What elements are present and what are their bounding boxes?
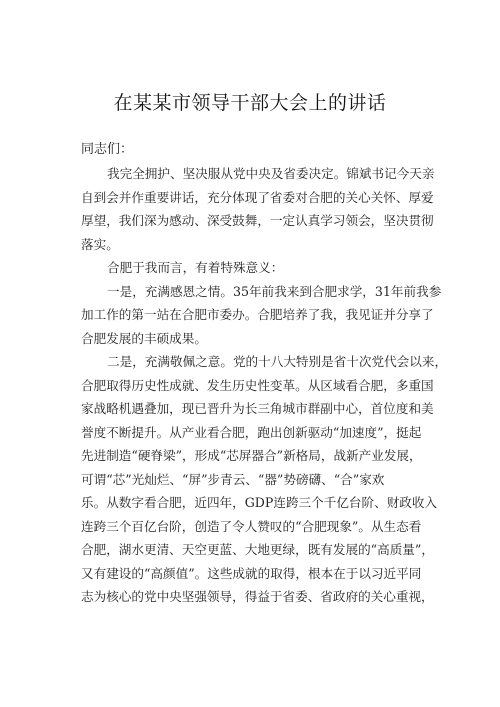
document-title: 在某某市领导干部大会上的讲话 (113, 92, 387, 114)
paragraph-line: 可谓“芯”光灿烂、“屏”步青云、“器”势磅礴、“合”家欢 (81, 471, 385, 487)
document-body (81, 162, 448, 609)
paragraph-line: 加工作的第一站在合肥市委办。合肥培养了我，我见证并分享了 (81, 307, 434, 322)
paragraph-line: 誉度不断提升。从产业看合肥，跑出创新驱动“加速度”，挺起 (81, 424, 422, 440)
paragraph-line: 厚望，我们深为感动、深受鼓舞，一定认真学习领会，坚决贯彻 (81, 213, 434, 228)
salutation: 同志们： (81, 142, 134, 157)
paragraph-line: 自到会并作重要讲话，充分体现了省委对合肥的关心关怀、厚爱 (81, 189, 434, 205)
paragraph-line: 二是，充满敬佩之意。党的十八大特别是省十次党代会以来， (107, 354, 448, 369)
paragraph-line: 一是，充满感恩之情。35年前我来到合肥求学，31年前我参 (107, 283, 442, 299)
paragraph-line: 合肥于我而言，有着特殊意义： (107, 260, 284, 275)
paragraph-line: 志为核心的党中央坚强领导，得益于省委、省政府的关心重视， (81, 589, 434, 604)
paragraph-line: 连跨三个百亿台阶，创造了令人赞叹的“合肥现象”。从生态看 (81, 518, 422, 534)
paragraph (81, 350, 448, 609)
paragraph-line: 落实。 (81, 236, 119, 252)
paragraph-line: 家战略机遇叠加，现已晋升为长三角城市群副中心，首位度和美 (81, 401, 434, 416)
paragraph (81, 256, 443, 280)
paragraph-line: 合肥发展的丰硕成果。 (81, 330, 207, 346)
paragraph-line: 合肥取得历史性成就、发生历史性变革。从区域看合肥，多重国 (81, 377, 434, 393)
paragraph (81, 280, 443, 351)
paragraph-line: 先进制造“硬脊梁”，形成“芯屏器合”新格局，战新产业发展， (81, 448, 422, 463)
paragraph (81, 162, 443, 256)
paragraph-line: 又有建设的“高颜值”。这些成就的取得，根本在于以习近平同 (81, 565, 422, 581)
paragraph-line: 乐。从数字看合肥，近四年，GDP连跨三个千亿台阶、财政收入 (81, 495, 438, 510)
paragraph-line: 我完全拥护、坚决服从党中央及省委决定。锦斌书记今天亲 (107, 166, 435, 181)
paragraph-line: 合肥，湖水更清、天空更蓝、大地更绿，既有发展的“高质量”， (81, 542, 434, 557)
